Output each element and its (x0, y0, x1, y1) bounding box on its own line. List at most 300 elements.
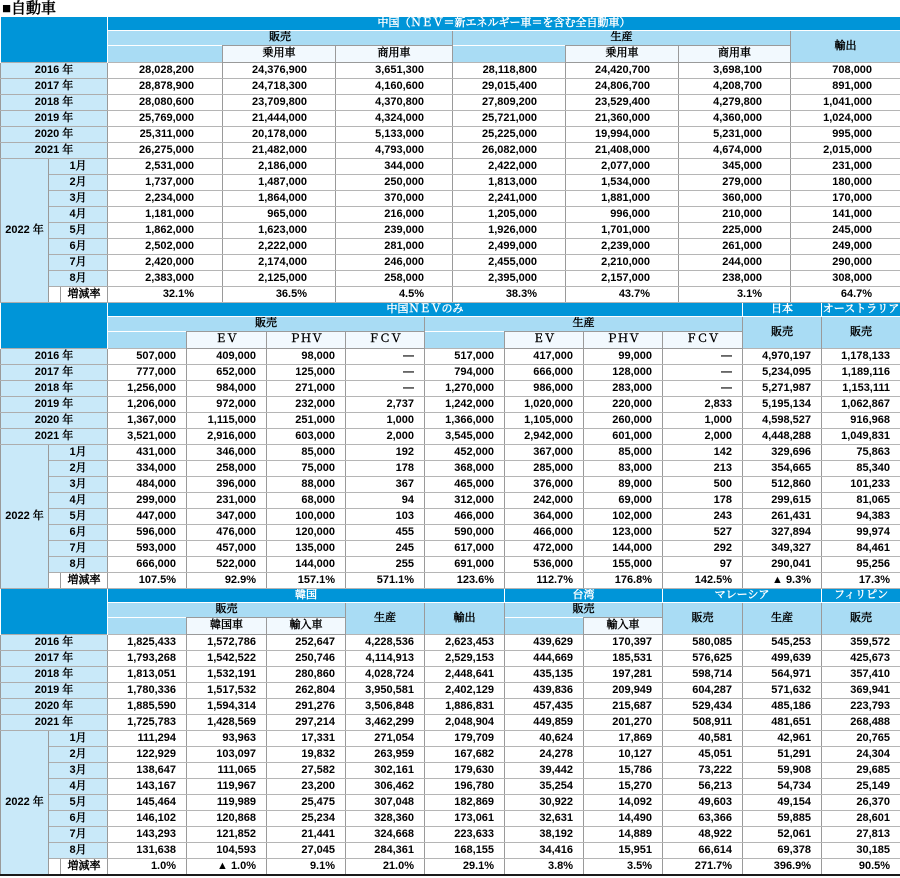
row-label-month: 2月 (49, 175, 108, 191)
value-cell: 284,361 (346, 843, 425, 859)
value-cell: 986,000 (505, 381, 584, 397)
value-cell: 522,000 (187, 557, 267, 573)
value-cell: 63,366 (663, 811, 743, 827)
row-label-year: 2021 年 (1, 715, 108, 731)
value-cell: 24,376,900 (223, 63, 336, 79)
row-label-year: 2017 年 (1, 79, 108, 95)
header-export: 輸出 (791, 31, 900, 63)
table-row (1, 635, 900, 651)
value-cell: 25,475 (267, 795, 346, 811)
value-cell: 17.3% (822, 573, 900, 589)
value-cell: 2,000 (346, 429, 425, 445)
value-cell: 329,696 (743, 445, 822, 461)
header-spacer (425, 332, 505, 349)
value-cell: 517,000 (425, 349, 505, 365)
value-cell: 1,205,000 (453, 207, 566, 223)
value-cell: 1,864,000 (223, 191, 336, 207)
value-cell: 281,000 (336, 239, 453, 255)
value-cell: 2,125,000 (223, 271, 336, 287)
value-cell: 367,000 (505, 445, 584, 461)
value-cell: 28,601 (822, 811, 900, 827)
header-sales-ev: ＥＶ (187, 332, 267, 349)
value-cell: 42,961 (743, 731, 822, 747)
value-cell: 285,000 (505, 461, 584, 477)
value-cell: 142.5% (663, 573, 743, 589)
value-cell: 476,000 (187, 525, 267, 541)
value-cell: 449,859 (505, 715, 584, 731)
value-cell: 1,366,000 (425, 413, 505, 429)
value-cell: 90.5% (822, 859, 900, 876)
value-cell: 243 (663, 509, 743, 525)
value-cell: 2,241,000 (453, 191, 566, 207)
value-cell: 26,370 (822, 795, 900, 811)
value-cell: 92.9% (187, 573, 267, 589)
table-row (1, 223, 900, 239)
value-cell: 2,502,000 (108, 239, 223, 255)
value-cell: 396.9% (743, 859, 822, 876)
table-row (1, 175, 900, 191)
table-row (1, 763, 900, 779)
section-title-korea: 韓国 (108, 589, 505, 603)
value-cell: 238,000 (679, 271, 791, 287)
value-cell: 10,127 (584, 747, 663, 763)
value-cell: 794,000 (425, 365, 505, 381)
value-cell: 1,181,000 (108, 207, 223, 223)
header-production-commercial: 商用車 (679, 46, 791, 63)
value-cell: 32,631 (505, 811, 584, 827)
value-cell: 29,685 (822, 763, 900, 779)
table-row (1, 827, 900, 843)
value-cell: 176.8% (584, 573, 663, 589)
value-cell: 376,000 (505, 477, 584, 493)
value-cell: 155,000 (584, 557, 663, 573)
header-production-fcv: ＦＣＶ (663, 332, 743, 349)
value-cell: 21,441 (267, 827, 346, 843)
value-cell: 14,092 (584, 795, 663, 811)
value-cell: 143,167 (108, 779, 187, 795)
table-row (1, 715, 900, 731)
row-label-year: 2017 年 (1, 651, 108, 667)
value-cell: 3.5% (584, 859, 663, 876)
value-cell: 2,623,453 (425, 635, 505, 651)
value-cell: 213 (663, 461, 743, 477)
value-cell: 120,868 (187, 811, 267, 827)
value-cell: 1,813,000 (453, 175, 566, 191)
table-row (1, 271, 900, 287)
value-cell: 29,015,400 (453, 79, 566, 95)
value-cell: 1,725,783 (108, 715, 187, 731)
value-cell: 179,709 (425, 731, 505, 747)
label-spacer (49, 573, 61, 589)
value-cell: 465,000 (425, 477, 505, 493)
value-cell: 965,000 (223, 207, 336, 223)
value-cell: 178 (346, 461, 425, 477)
value-cell: 68,000 (267, 493, 346, 509)
value-cell: 168,155 (425, 843, 505, 859)
value-cell: 368,000 (425, 461, 505, 477)
header-malaysia-production: 生産 (743, 603, 822, 635)
section1-body (1, 63, 900, 303)
value-cell: 252,647 (267, 635, 346, 651)
value-cell: 103,097 (187, 747, 267, 763)
row-label-year: 2016 年 (1, 635, 108, 651)
value-cell: 312,000 (425, 493, 505, 509)
value-cell: 54,734 (743, 779, 822, 795)
value-cell: 472,000 (505, 541, 584, 557)
value-cell: 447,000 (108, 509, 187, 525)
value-cell: 215,687 (584, 699, 663, 715)
value-cell: 56,213 (663, 779, 743, 795)
value-cell: 5,195,134 (743, 397, 822, 413)
header-sales: 販売 (108, 31, 453, 46)
value-cell: 120,000 (267, 525, 346, 541)
value-cell: 564,971 (743, 667, 822, 683)
value-cell: 484,000 (108, 477, 187, 493)
value-cell: 21,444,000 (223, 111, 336, 127)
table-row (1, 63, 900, 79)
value-cell: 146,102 (108, 811, 187, 827)
value-cell: 297,214 (267, 715, 346, 731)
section-title-japan: 日本 (743, 303, 822, 317)
value-cell: — (346, 381, 425, 397)
value-cell: 244,000 (679, 255, 791, 271)
value-cell: 245,000 (791, 223, 900, 239)
value-cell: 1,000 (346, 413, 425, 429)
row-label-month: 1月 (49, 445, 108, 461)
value-cell: 2,239,000 (566, 239, 679, 255)
row-label-year: 2017 年 (1, 365, 108, 381)
value-cell: 185,531 (584, 651, 663, 667)
value-cell: 23,529,400 (566, 95, 679, 111)
value-cell: 112.7% (505, 573, 584, 589)
value-cell: 283,000 (584, 381, 663, 397)
value-cell: 1,049,831 (822, 429, 900, 445)
value-cell: 1,862,000 (108, 223, 223, 239)
value-cell: 73,222 (663, 763, 743, 779)
value-cell: 4,360,000 (679, 111, 791, 127)
value-cell: 1,024,000 (791, 111, 900, 127)
header-korean-car: 韓国車 (187, 618, 267, 635)
value-cell: 2,420,000 (108, 255, 223, 271)
value-cell: 24,278 (505, 747, 584, 763)
value-cell: 2,916,000 (187, 429, 267, 445)
value-cell: 290,000 (791, 255, 900, 271)
value-cell: 354,665 (743, 461, 822, 477)
value-cell: 260,000 (584, 413, 663, 429)
value-cell: 324,668 (346, 827, 425, 843)
value-cell: 144,000 (267, 557, 346, 573)
table-row (1, 445, 900, 461)
value-cell: 128,000 (584, 365, 663, 381)
value-cell: 59,885 (743, 811, 822, 827)
row-label-year: 2018 年 (1, 381, 108, 397)
header-australia-sales: 販売 (822, 317, 900, 349)
value-cell: 617,000 (425, 541, 505, 557)
value-cell: 529,434 (663, 699, 743, 715)
value-cell: 1,623,000 (223, 223, 336, 239)
value-cell: 652,000 (187, 365, 267, 381)
value-cell: 290,041 (743, 557, 822, 573)
value-cell: 192 (346, 445, 425, 461)
value-cell: 452,000 (425, 445, 505, 461)
header-production-phv: ＰＨＶ (584, 332, 663, 349)
value-cell: 210,000 (679, 207, 791, 223)
value-cell: 141,000 (791, 207, 900, 223)
value-cell: 51,291 (743, 747, 822, 763)
header-spacer (108, 618, 187, 635)
value-cell: 455 (346, 525, 425, 541)
value-cell: 19,832 (267, 747, 346, 763)
value-cell: 1,367,000 (108, 413, 187, 429)
value-cell: 596,000 (108, 525, 187, 541)
table-row (1, 525, 900, 541)
value-cell: 271,054 (346, 731, 425, 747)
table-row (1, 477, 900, 493)
header-sales-fcv: ＦＣＶ (346, 332, 425, 349)
value-cell: 25,149 (822, 779, 900, 795)
value-cell: 40,581 (663, 731, 743, 747)
row-label-month: 8月 (49, 557, 108, 573)
row-label-month: 6月 (49, 525, 108, 541)
value-cell: 38,192 (505, 827, 584, 843)
value-cell: 292 (663, 541, 743, 557)
value-cell: 75,000 (267, 461, 346, 477)
value-cell: 17,869 (584, 731, 663, 747)
value-cell: 708,000 (791, 63, 900, 79)
value-cell: 457,435 (505, 699, 584, 715)
value-cell: 25,234 (267, 811, 346, 827)
value-cell: 360,000 (679, 191, 791, 207)
value-cell: 69,378 (743, 843, 822, 859)
value-cell: 271,000 (267, 381, 346, 397)
value-cell: 19,994,000 (566, 127, 679, 143)
value-cell: 3.1% (679, 287, 791, 303)
value-cell: 1,780,336 (108, 683, 187, 699)
value-cell: 1,153,111 (822, 381, 900, 397)
value-cell: 100,000 (267, 509, 346, 525)
row-label-month: 4月 (49, 493, 108, 509)
table-row (1, 557, 900, 573)
header-korea-export: 輸出 (425, 603, 505, 635)
header-production-passenger: 乗用車 (566, 46, 679, 63)
value-cell: 439,629 (505, 635, 584, 651)
row-label-month: 5月 (49, 223, 108, 239)
table-row (1, 287, 900, 303)
rate-label: 増減率 (61, 573, 108, 589)
table-row (1, 509, 900, 525)
value-cell: 1,041,000 (791, 95, 900, 111)
value-cell: 25,311,000 (108, 127, 223, 143)
value-cell: 21,408,000 (566, 143, 679, 159)
value-cell: 1,825,433 (108, 635, 187, 651)
value-cell: 299,615 (743, 493, 822, 509)
row-label-month: 4月 (49, 779, 108, 795)
table-row (1, 413, 900, 429)
value-cell: 1,926,000 (453, 223, 566, 239)
value-cell: 302,161 (346, 763, 425, 779)
row-label-year: 2020 年 (1, 127, 108, 143)
value-cell: 4,448,288 (743, 429, 822, 445)
value-cell: 255 (346, 557, 425, 573)
table-row (1, 79, 900, 95)
value-cell: 481,651 (743, 715, 822, 731)
value-cell: 2,422,000 (453, 159, 566, 175)
value-cell: 972,000 (187, 397, 267, 413)
table-row (1, 381, 900, 397)
value-cell: 1,517,532 (187, 683, 267, 699)
value-cell: 1,885,590 (108, 699, 187, 715)
row-label-2022: 2022 年 (1, 159, 49, 303)
header-spacer (108, 46, 223, 63)
value-cell: 245 (346, 541, 425, 557)
value-cell: 601,000 (584, 429, 663, 445)
value-cell: 2,531,000 (108, 159, 223, 175)
value-cell: 97 (663, 557, 743, 573)
table-china-all-vehicles (0, 17, 900, 303)
value-cell: 40,624 (505, 731, 584, 747)
header-taiwan-import-car: 輸入車 (584, 618, 663, 635)
row-label-month: 5月 (49, 509, 108, 525)
value-cell: 3,462,299 (346, 715, 425, 731)
value-cell: 499,639 (743, 651, 822, 667)
value-cell: 24,304 (822, 747, 900, 763)
value-cell: 576,625 (663, 651, 743, 667)
value-cell: 500 (663, 477, 743, 493)
value-cell: 43.7% (566, 287, 679, 303)
value-cell: 2,448,641 (425, 667, 505, 683)
value-cell: 102,000 (584, 509, 663, 525)
table-row (1, 683, 900, 699)
value-cell: 1,594,314 (187, 699, 267, 715)
row-label-month: 6月 (49, 811, 108, 827)
table-row (1, 191, 900, 207)
table-row (1, 143, 900, 159)
value-cell: 9.1% (267, 859, 346, 876)
value-cell: 603,000 (267, 429, 346, 445)
label-spacer (49, 287, 61, 303)
row-label-year: 2019 年 (1, 683, 108, 699)
section3-body (1, 635, 900, 876)
section-title-china-nev: 中国ＮＥＶのみ (108, 303, 743, 317)
corner-cell (1, 17, 108, 63)
row-label-month: 6月 (49, 239, 108, 255)
value-cell: 306,462 (346, 779, 425, 795)
value-cell: 85,340 (822, 461, 900, 477)
value-cell: 1,178,133 (822, 349, 900, 365)
value-cell: 4,228,536 (346, 635, 425, 651)
value-cell: 2,833 (663, 397, 743, 413)
table-row (1, 111, 900, 127)
section-title-philippines: フィリピン (822, 589, 900, 603)
value-cell: 1,000 (663, 413, 743, 429)
value-cell: 21.0% (346, 859, 425, 876)
value-cell: 27,045 (267, 843, 346, 859)
label-spacer (49, 859, 61, 876)
value-cell: 2,455,000 (453, 255, 566, 271)
table-row (1, 573, 900, 589)
value-cell: 262,804 (267, 683, 346, 699)
value-cell: 3,651,300 (336, 63, 453, 79)
value-cell: 263,959 (346, 747, 425, 763)
value-cell: 119,967 (187, 779, 267, 795)
value-cell: 4,598,527 (743, 413, 822, 429)
value-cell: 5,271,987 (743, 381, 822, 397)
value-cell: 996,000 (566, 207, 679, 223)
value-cell: 359,572 (822, 635, 900, 651)
value-cell: 32.1% (108, 287, 223, 303)
value-cell: 28,878,900 (108, 79, 223, 95)
value-cell: 26,275,000 (108, 143, 223, 159)
header-production: 生産 (453, 31, 791, 46)
value-cell: 25,769,000 (108, 111, 223, 127)
value-cell: 28,080,600 (108, 95, 223, 111)
value-cell: 35,254 (505, 779, 584, 795)
value-cell: 178 (663, 493, 743, 509)
value-cell: 223,793 (822, 699, 900, 715)
value-cell: 4,160,600 (336, 79, 453, 95)
value-cell: 466,000 (505, 525, 584, 541)
table-row (1, 255, 900, 271)
value-cell: 4.5% (336, 287, 453, 303)
value-cell: 425,673 (822, 651, 900, 667)
value-cell: 2,186,000 (223, 159, 336, 175)
value-cell: — (663, 381, 743, 397)
value-cell: 1,242,000 (425, 397, 505, 413)
value-cell: ▲ 9.3% (743, 573, 822, 589)
value-cell: 123,000 (584, 525, 663, 541)
value-cell: 328,360 (346, 811, 425, 827)
table-row (1, 843, 900, 859)
value-cell: 5,231,000 (679, 127, 791, 143)
value-cell: 279,000 (679, 175, 791, 191)
page-title: ■自動車 (2, 0, 57, 17)
header-sales-passenger: 乗用車 (223, 46, 336, 63)
value-cell: 135,000 (267, 541, 346, 557)
value-cell: 1,737,000 (108, 175, 223, 191)
value-cell: 2,234,000 (108, 191, 223, 207)
value-cell: 49,603 (663, 795, 743, 811)
value-cell: 396,000 (187, 477, 267, 493)
row-label-year: 2018 年 (1, 95, 108, 111)
value-cell: 2,402,129 (425, 683, 505, 699)
section-title-malaysia: マレーシア (663, 589, 822, 603)
row-label-year: 2020 年 (1, 413, 108, 429)
value-cell: 99,974 (822, 525, 900, 541)
value-cell: 29.1% (425, 859, 505, 876)
table-row (1, 779, 900, 795)
value-cell: 24,806,700 (566, 79, 679, 95)
value-cell: 280,860 (267, 667, 346, 683)
value-cell: ▲ 1.0% (187, 859, 267, 876)
table-row (1, 159, 900, 175)
value-cell: 20,178,000 (223, 127, 336, 143)
value-cell: 2,174,000 (223, 255, 336, 271)
value-cell: 93,963 (187, 731, 267, 747)
value-cell: 344,000 (336, 159, 453, 175)
table-row (1, 365, 900, 381)
value-cell: 258,000 (336, 271, 453, 287)
header-korea-production: 生産 (346, 603, 425, 635)
value-cell: 231,000 (791, 159, 900, 175)
value-cell: 431,000 (108, 445, 187, 461)
value-cell: 571,632 (743, 683, 822, 699)
section2-group-header-row (1, 317, 900, 332)
value-cell: 1,886,831 (425, 699, 505, 715)
value-cell: 527 (663, 525, 743, 541)
value-cell: 75,863 (822, 445, 900, 461)
section3-group-header-row (1, 603, 900, 618)
value-cell: 45,051 (663, 747, 743, 763)
